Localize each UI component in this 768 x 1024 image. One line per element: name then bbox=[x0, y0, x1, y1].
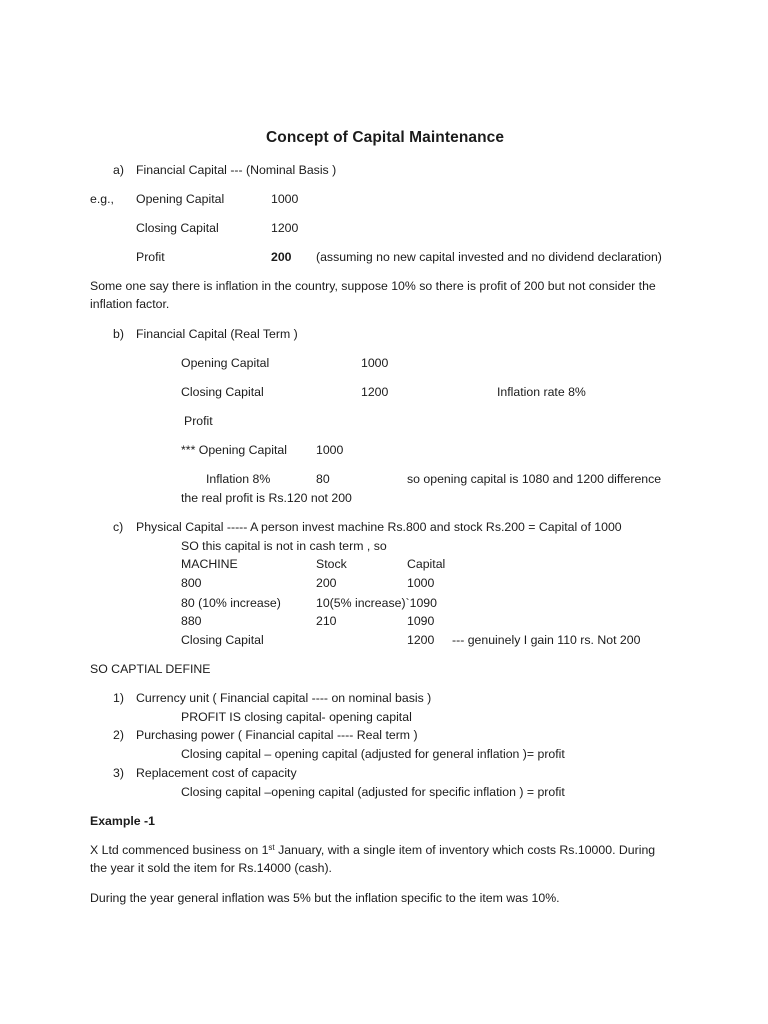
table-cell: 1000 bbox=[407, 576, 435, 590]
table-note: --- genuinely I gain 110 rs. Not 200 bbox=[452, 633, 641, 647]
inflation-rate: Inflation rate 8% bbox=[497, 385, 586, 399]
section-c-marker: c) bbox=[113, 520, 124, 534]
list-subitem: Closing capital – opening capital (adjusted for general inflation )= profit bbox=[181, 747, 565, 761]
table-cell: 80 (10% increase) bbox=[181, 596, 281, 610]
list-item: Replacement cost of capacity bbox=[136, 766, 297, 780]
list-item: Purchasing power ( Financial capital ---- Real term ) bbox=[136, 728, 418, 742]
star-opening-label: *** Opening Capital bbox=[181, 443, 287, 457]
table-cell: 200 bbox=[316, 576, 337, 590]
star-opening-value: 1000 bbox=[316, 443, 344, 457]
list-number: 1) bbox=[113, 691, 124, 705]
row-note: (assuming no new capital invested and no dividend declaration) bbox=[316, 250, 662, 264]
table-cell: Capital bbox=[407, 557, 446, 571]
table-cell: Closing Capital bbox=[181, 633, 264, 647]
row-value: 1000 bbox=[271, 192, 299, 206]
paragraph-line: Some one say there is inflation in the country, suppose 10% so there is profit of 200 but not consider the bbox=[90, 279, 656, 293]
list-number: 3) bbox=[113, 766, 124, 780]
paragraph-line: inflation factor. bbox=[90, 297, 170, 311]
table-cell: 880 bbox=[181, 614, 202, 628]
table-cell: MACHINE bbox=[181, 557, 238, 571]
example-text: X Ltd commenced business on 1 bbox=[90, 843, 269, 857]
example-heading: Example -1 bbox=[90, 814, 155, 828]
real-profit-note: the real profit is Rs.120 not 200 bbox=[181, 491, 352, 505]
ordinal-suffix: st bbox=[268, 843, 275, 852]
opening-capital-label: Opening Capital bbox=[181, 356, 270, 370]
row-label: Profit bbox=[136, 250, 165, 264]
list-subitem: PROFIT IS closing capital- opening capital bbox=[181, 710, 412, 724]
table-cell: 800 bbox=[181, 576, 202, 590]
define-heading: SO CAPTIAL DEFINE bbox=[90, 662, 211, 676]
page-title: Concept of Capital Maintenance bbox=[266, 129, 505, 146]
example-paragraph-line: the year it sold the item for Rs.14000 (cash). bbox=[90, 861, 332, 875]
list-number: 2) bbox=[113, 728, 124, 742]
inflation-label: Inflation 8% bbox=[206, 472, 271, 486]
closing-capital-value: 1200 bbox=[361, 385, 389, 399]
closing-capital-label: Closing Capital bbox=[181, 385, 264, 399]
table-cell: 1090 bbox=[407, 614, 435, 628]
eg-label: e.g., bbox=[90, 192, 114, 206]
example-paragraph: During the year general inflation was 5% but the inflation specific to the item was 10%. bbox=[90, 891, 560, 905]
row-value: 1200 bbox=[271, 221, 299, 235]
inflation-value: 80 bbox=[316, 472, 330, 486]
section-b-marker: b) bbox=[113, 327, 124, 341]
example-text: January, with a single item of inventory which costs Rs.10000. During bbox=[274, 843, 656, 857]
section-a-heading: Financial Capital --- (Nominal Basis ) bbox=[136, 163, 337, 177]
table-cell: 10(5% increase)`1090 bbox=[316, 596, 437, 610]
opening-capital-value: 1000 bbox=[361, 356, 389, 370]
list-subitem: Closing capital –opening capital (adjusted for specific inflation ) = profit bbox=[181, 785, 565, 799]
profit-label: Profit bbox=[184, 414, 213, 428]
section-c-heading: Physical Capital ----- A person invest machine Rs.800 and stock Rs.200 = Capital of 1000 bbox=[136, 520, 622, 534]
section-a-marker: a) bbox=[113, 163, 124, 177]
table-cell: 210 bbox=[316, 614, 337, 628]
table-cell: 1200 bbox=[407, 633, 435, 647]
row-label: Opening Capital bbox=[136, 192, 225, 206]
inflation-note: so opening capital is 1080 and 1200 difference bbox=[407, 472, 662, 486]
row-value: 200 bbox=[271, 250, 292, 264]
list-item: Currency unit ( Financial capital ---- on nominal basis ) bbox=[136, 691, 432, 705]
example-paragraph-line bbox=[90, 843, 655, 858]
section-b-heading: Financial Capital (Real Term ) bbox=[136, 327, 298, 341]
section-c-subline: SO this capital is not in cash term , so bbox=[181, 539, 387, 553]
table-cell: Stock bbox=[316, 557, 347, 571]
row-label: Closing Capital bbox=[136, 221, 219, 235]
